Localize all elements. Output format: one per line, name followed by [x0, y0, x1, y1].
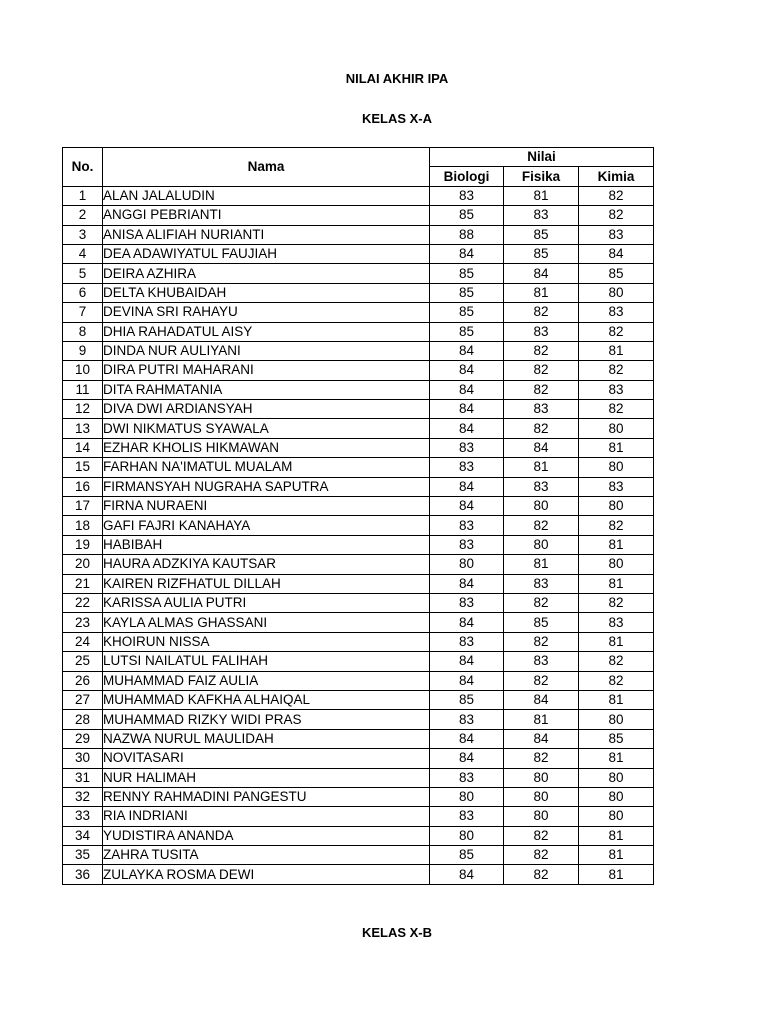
row-number-cell: 28 [63, 710, 103, 729]
table-row [63, 186, 654, 205]
table-row [63, 516, 654, 535]
fisika-score-cell: 84 [504, 438, 579, 457]
biologi-score-cell: 84 [430, 729, 504, 748]
table-row [63, 710, 654, 729]
row-number-cell: 33 [63, 807, 103, 826]
fisika-score-cell: 82 [504, 593, 579, 612]
student-name-cell: DELTA KHUBAIDAH [103, 283, 430, 302]
biologi-score-cell: 83 [430, 458, 504, 477]
biologi-score-cell: 85 [430, 690, 504, 709]
student-name-cell: MUHAMMAD KAFKHA ALHAIQAL [103, 690, 430, 709]
fisika-score-cell: 84 [504, 690, 579, 709]
table-row [63, 497, 654, 516]
student-name-cell: HABIBAH [103, 535, 430, 554]
header-no: No. [63, 148, 103, 187]
kimia-score-cell: 82 [579, 186, 654, 205]
fisika-score-cell: 85 [504, 613, 579, 632]
header-kimia: Kimia [579, 167, 654, 186]
kimia-score-cell: 83 [579, 225, 654, 244]
fisika-score-cell: 82 [504, 361, 579, 380]
kimia-score-cell: 81 [579, 535, 654, 554]
table-row [63, 283, 654, 302]
table-row [63, 438, 654, 457]
biologi-score-cell: 84 [430, 749, 504, 768]
row-number-cell: 24 [63, 632, 103, 651]
biologi-score-cell: 88 [430, 225, 504, 244]
table-row [63, 380, 654, 399]
student-name-cell: NOVITASARI [103, 749, 430, 768]
row-number-cell: 35 [63, 846, 103, 865]
kimia-score-cell: 80 [579, 283, 654, 302]
grades-table-body [63, 186, 654, 884]
student-name-cell: RENNY RAHMADINI PANGESTU [103, 787, 430, 806]
biologi-score-cell: 83 [430, 710, 504, 729]
fisika-score-cell: 84 [504, 264, 579, 283]
biologi-score-cell: 84 [430, 574, 504, 593]
fisika-score-cell: 81 [504, 186, 579, 205]
student-name-cell: ZULAYKA ROSMA DEWI [103, 865, 430, 884]
biologi-score-cell: 83 [430, 438, 504, 457]
table-row [63, 535, 654, 554]
fisika-score-cell: 80 [504, 768, 579, 787]
table-row [63, 458, 654, 477]
row-number-cell: 23 [63, 613, 103, 632]
kimia-score-cell: 82 [579, 322, 654, 341]
row-number-cell: 34 [63, 826, 103, 845]
biologi-score-cell: 84 [430, 244, 504, 263]
row-number-cell: 16 [63, 477, 103, 496]
biologi-score-cell: 83 [430, 516, 504, 535]
row-number-cell: 22 [63, 593, 103, 612]
row-number-cell: 20 [63, 555, 103, 574]
table-row [63, 574, 654, 593]
header-biologi: Biologi [430, 167, 504, 186]
table-row [63, 613, 654, 632]
table-row [63, 206, 654, 225]
kimia-score-cell: 80 [579, 807, 654, 826]
table-row [63, 671, 654, 690]
student-name-cell: KARISSA AULIA PUTRI [103, 593, 430, 612]
student-name-cell: ANISA ALIFIAH NURIANTI [103, 225, 430, 244]
fisika-score-cell: 83 [504, 400, 579, 419]
student-name-cell: GAFI FAJRI KANAHAYA [103, 516, 430, 535]
row-number-cell: 30 [63, 749, 103, 768]
fisika-score-cell: 82 [504, 419, 579, 438]
table-row [63, 593, 654, 612]
biologi-score-cell: 85 [430, 846, 504, 865]
fisika-score-cell: 80 [504, 787, 579, 806]
kimia-score-cell: 85 [579, 264, 654, 283]
fisika-score-cell: 82 [504, 303, 579, 322]
fisika-score-cell: 82 [504, 380, 579, 399]
fisika-score-cell: 83 [504, 206, 579, 225]
table-row [63, 361, 654, 380]
row-number-cell: 26 [63, 671, 103, 690]
row-number-cell: 14 [63, 438, 103, 457]
student-name-cell: NUR HALIMAH [103, 768, 430, 787]
kimia-score-cell: 81 [579, 865, 654, 884]
fisika-score-cell: 80 [504, 535, 579, 554]
kimia-score-cell: 82 [579, 652, 654, 671]
kimia-score-cell: 80 [579, 497, 654, 516]
row-number-cell: 8 [63, 322, 103, 341]
row-number-cell: 18 [63, 516, 103, 535]
biologi-score-cell: 85 [430, 206, 504, 225]
biologi-score-cell: 83 [430, 593, 504, 612]
student-name-cell: DEIRA AZHIRA [103, 264, 430, 283]
fisika-score-cell: 81 [504, 710, 579, 729]
row-number-cell: 31 [63, 768, 103, 787]
fisika-score-cell: 82 [504, 341, 579, 360]
kimia-score-cell: 80 [579, 555, 654, 574]
table-row [63, 225, 654, 244]
fisika-score-cell: 82 [504, 865, 579, 884]
table-row [63, 632, 654, 651]
fisika-score-cell: 84 [504, 729, 579, 748]
biologi-score-cell: 85 [430, 322, 504, 341]
table-row [63, 729, 654, 748]
row-number-cell: 13 [63, 419, 103, 438]
table-row [63, 264, 654, 283]
student-name-cell: KAIREN RIZFHATUL DILLAH [103, 574, 430, 593]
table-row [63, 787, 654, 806]
biologi-score-cell: 84 [430, 380, 504, 399]
fisika-score-cell: 82 [504, 846, 579, 865]
student-name-cell: DEVINA SRI RAHAYU [103, 303, 430, 322]
kimia-score-cell: 81 [579, 632, 654, 651]
kimia-score-cell: 82 [579, 361, 654, 380]
student-name-cell: YUDISTIRA ANANDA [103, 826, 430, 845]
row-number-cell: 11 [63, 380, 103, 399]
student-name-cell: FARHAN NA'IMATUL MUALAM [103, 458, 430, 477]
row-number-cell: 3 [63, 225, 103, 244]
row-number-cell: 32 [63, 787, 103, 806]
kimia-score-cell: 84 [579, 244, 654, 263]
kimia-score-cell: 82 [579, 671, 654, 690]
biologi-score-cell: 84 [430, 419, 504, 438]
row-number-cell: 25 [63, 652, 103, 671]
row-number-cell: 27 [63, 690, 103, 709]
kimia-score-cell: 80 [579, 787, 654, 806]
kimia-score-cell: 81 [579, 690, 654, 709]
fisika-score-cell: 83 [504, 322, 579, 341]
biologi-score-cell: 83 [430, 632, 504, 651]
student-name-cell: EZHAR KHOLIS HIKMAWAN [103, 438, 430, 457]
table-row [63, 652, 654, 671]
row-number-cell: 1 [63, 186, 103, 205]
table-row [63, 749, 654, 768]
row-number-cell: 5 [63, 264, 103, 283]
table-row [63, 807, 654, 826]
student-name-cell: HAURA ADZKIYA KAUTSAR [103, 555, 430, 574]
kimia-score-cell: 81 [579, 341, 654, 360]
row-number-cell: 2 [63, 206, 103, 225]
kimia-score-cell: 83 [579, 613, 654, 632]
student-name-cell: ANGGI PEBRIANTI [103, 206, 430, 225]
header-name: Nama [103, 148, 430, 187]
row-number-cell: 19 [63, 535, 103, 554]
biologi-score-cell: 84 [430, 671, 504, 690]
row-number-cell: 15 [63, 458, 103, 477]
student-name-cell: DEA ADAWIYATUL FAUJIAH [103, 244, 430, 263]
biologi-score-cell: 83 [430, 535, 504, 554]
kimia-score-cell: 83 [579, 477, 654, 496]
kimia-score-cell: 85 [579, 729, 654, 748]
fisika-score-cell: 80 [504, 807, 579, 826]
student-name-cell: DIRA PUTRI MAHARANI [103, 361, 430, 380]
student-name-cell: DITA RAHMATANIA [103, 380, 430, 399]
fisika-score-cell: 83 [504, 574, 579, 593]
kimia-score-cell: 82 [579, 516, 654, 535]
student-name-cell: DWI NIKMATUS SYAWALA [103, 419, 430, 438]
header-nilai: Nilai [430, 148, 654, 167]
kimia-score-cell: 80 [579, 419, 654, 438]
kimia-score-cell: 81 [579, 826, 654, 845]
table-row [63, 322, 654, 341]
table-row [63, 303, 654, 322]
kimia-score-cell: 80 [579, 710, 654, 729]
biologi-score-cell: 83 [430, 186, 504, 205]
row-number-cell: 6 [63, 283, 103, 302]
fisika-score-cell: 83 [504, 477, 579, 496]
fisika-score-cell: 85 [504, 244, 579, 263]
row-number-cell: 7 [63, 303, 103, 322]
student-name-cell: RIA INDRIANI [103, 807, 430, 826]
biologi-score-cell: 84 [430, 613, 504, 632]
header-fisika: Fisika [504, 167, 579, 186]
fisika-score-cell: 82 [504, 826, 579, 845]
document-title: NILAI AKHIR IPA [345, 71, 449, 86]
biologi-score-cell: 84 [430, 341, 504, 360]
kimia-score-cell: 83 [579, 380, 654, 399]
fisika-score-cell: 81 [504, 283, 579, 302]
biologi-score-cell: 83 [430, 768, 504, 787]
class-a-heading: KELAS X-A [361, 111, 433, 126]
table-row [63, 846, 654, 865]
table-row [63, 768, 654, 787]
student-name-cell: MUHAMMAD RIZKY WIDI PRAS [103, 710, 430, 729]
table-row [63, 865, 654, 884]
student-name-cell: FIRMANSYAH NUGRAHA SAPUTRA [103, 477, 430, 496]
kimia-score-cell: 81 [579, 749, 654, 768]
table-row [63, 690, 654, 709]
biologi-score-cell: 84 [430, 400, 504, 419]
kimia-score-cell: 81 [579, 438, 654, 457]
kimia-score-cell: 80 [579, 458, 654, 477]
student-name-cell: DIVA DWI ARDIANSYAH [103, 400, 430, 419]
table-row [63, 244, 654, 263]
student-name-cell: FIRNA NURAENI [103, 497, 430, 516]
student-name-cell: ZAHRA TUSITA [103, 846, 430, 865]
student-name-cell: KAYLA ALMAS GHASSANI [103, 613, 430, 632]
grades-table [62, 147, 654, 885]
kimia-score-cell: 80 [579, 768, 654, 787]
row-number-cell: 17 [63, 497, 103, 516]
biologi-score-cell: 85 [430, 264, 504, 283]
student-name-cell: NAZWA NURUL MAULIDAH [103, 729, 430, 748]
row-number-cell: 4 [63, 244, 103, 263]
student-name-cell: MUHAMMAD FAIZ AULIA [103, 671, 430, 690]
class-b-heading: KELAS X-B [361, 925, 433, 940]
biologi-score-cell: 83 [430, 807, 504, 826]
student-name-cell: ALAN JALALUDIN [103, 186, 430, 205]
biologi-score-cell: 84 [430, 361, 504, 380]
kimia-score-cell: 81 [579, 574, 654, 593]
biologi-score-cell: 85 [430, 303, 504, 322]
kimia-score-cell: 82 [579, 206, 654, 225]
fisika-score-cell: 81 [504, 458, 579, 477]
row-number-cell: 12 [63, 400, 103, 419]
fisika-score-cell: 81 [504, 555, 579, 574]
biologi-score-cell: 80 [430, 555, 504, 574]
fisika-score-cell: 82 [504, 516, 579, 535]
table-row [63, 477, 654, 496]
biologi-score-cell: 84 [430, 497, 504, 516]
kimia-score-cell: 82 [579, 593, 654, 612]
fisika-score-cell: 85 [504, 225, 579, 244]
row-number-cell: 29 [63, 729, 103, 748]
kimia-score-cell: 81 [579, 846, 654, 865]
row-number-cell: 10 [63, 361, 103, 380]
fisika-score-cell: 82 [504, 671, 579, 690]
biologi-score-cell: 84 [430, 652, 504, 671]
kimia-score-cell: 83 [579, 303, 654, 322]
table-row [63, 419, 654, 438]
table-row [63, 400, 654, 419]
table-row [63, 341, 654, 360]
table-row [63, 826, 654, 845]
fisika-score-cell: 82 [504, 632, 579, 651]
biologi-score-cell: 85 [430, 283, 504, 302]
kimia-score-cell: 82 [579, 400, 654, 419]
row-number-cell: 36 [63, 865, 103, 884]
student-name-cell: LUTSI NAILATUL FALIHAH [103, 652, 430, 671]
fisika-score-cell: 82 [504, 749, 579, 768]
student-name-cell: DINDA NUR AULIYANI [103, 341, 430, 360]
fisika-score-cell: 80 [504, 497, 579, 516]
biologi-score-cell: 84 [430, 477, 504, 496]
row-number-cell: 21 [63, 574, 103, 593]
biologi-score-cell: 80 [430, 787, 504, 806]
student-name-cell: KHOIRUN NISSA [103, 632, 430, 651]
biologi-score-cell: 80 [430, 826, 504, 845]
fisika-score-cell: 83 [504, 652, 579, 671]
biologi-score-cell: 84 [430, 865, 504, 884]
student-name-cell: DHIA RAHADATUL AISY [103, 322, 430, 341]
table-row [63, 555, 654, 574]
row-number-cell: 9 [63, 341, 103, 360]
